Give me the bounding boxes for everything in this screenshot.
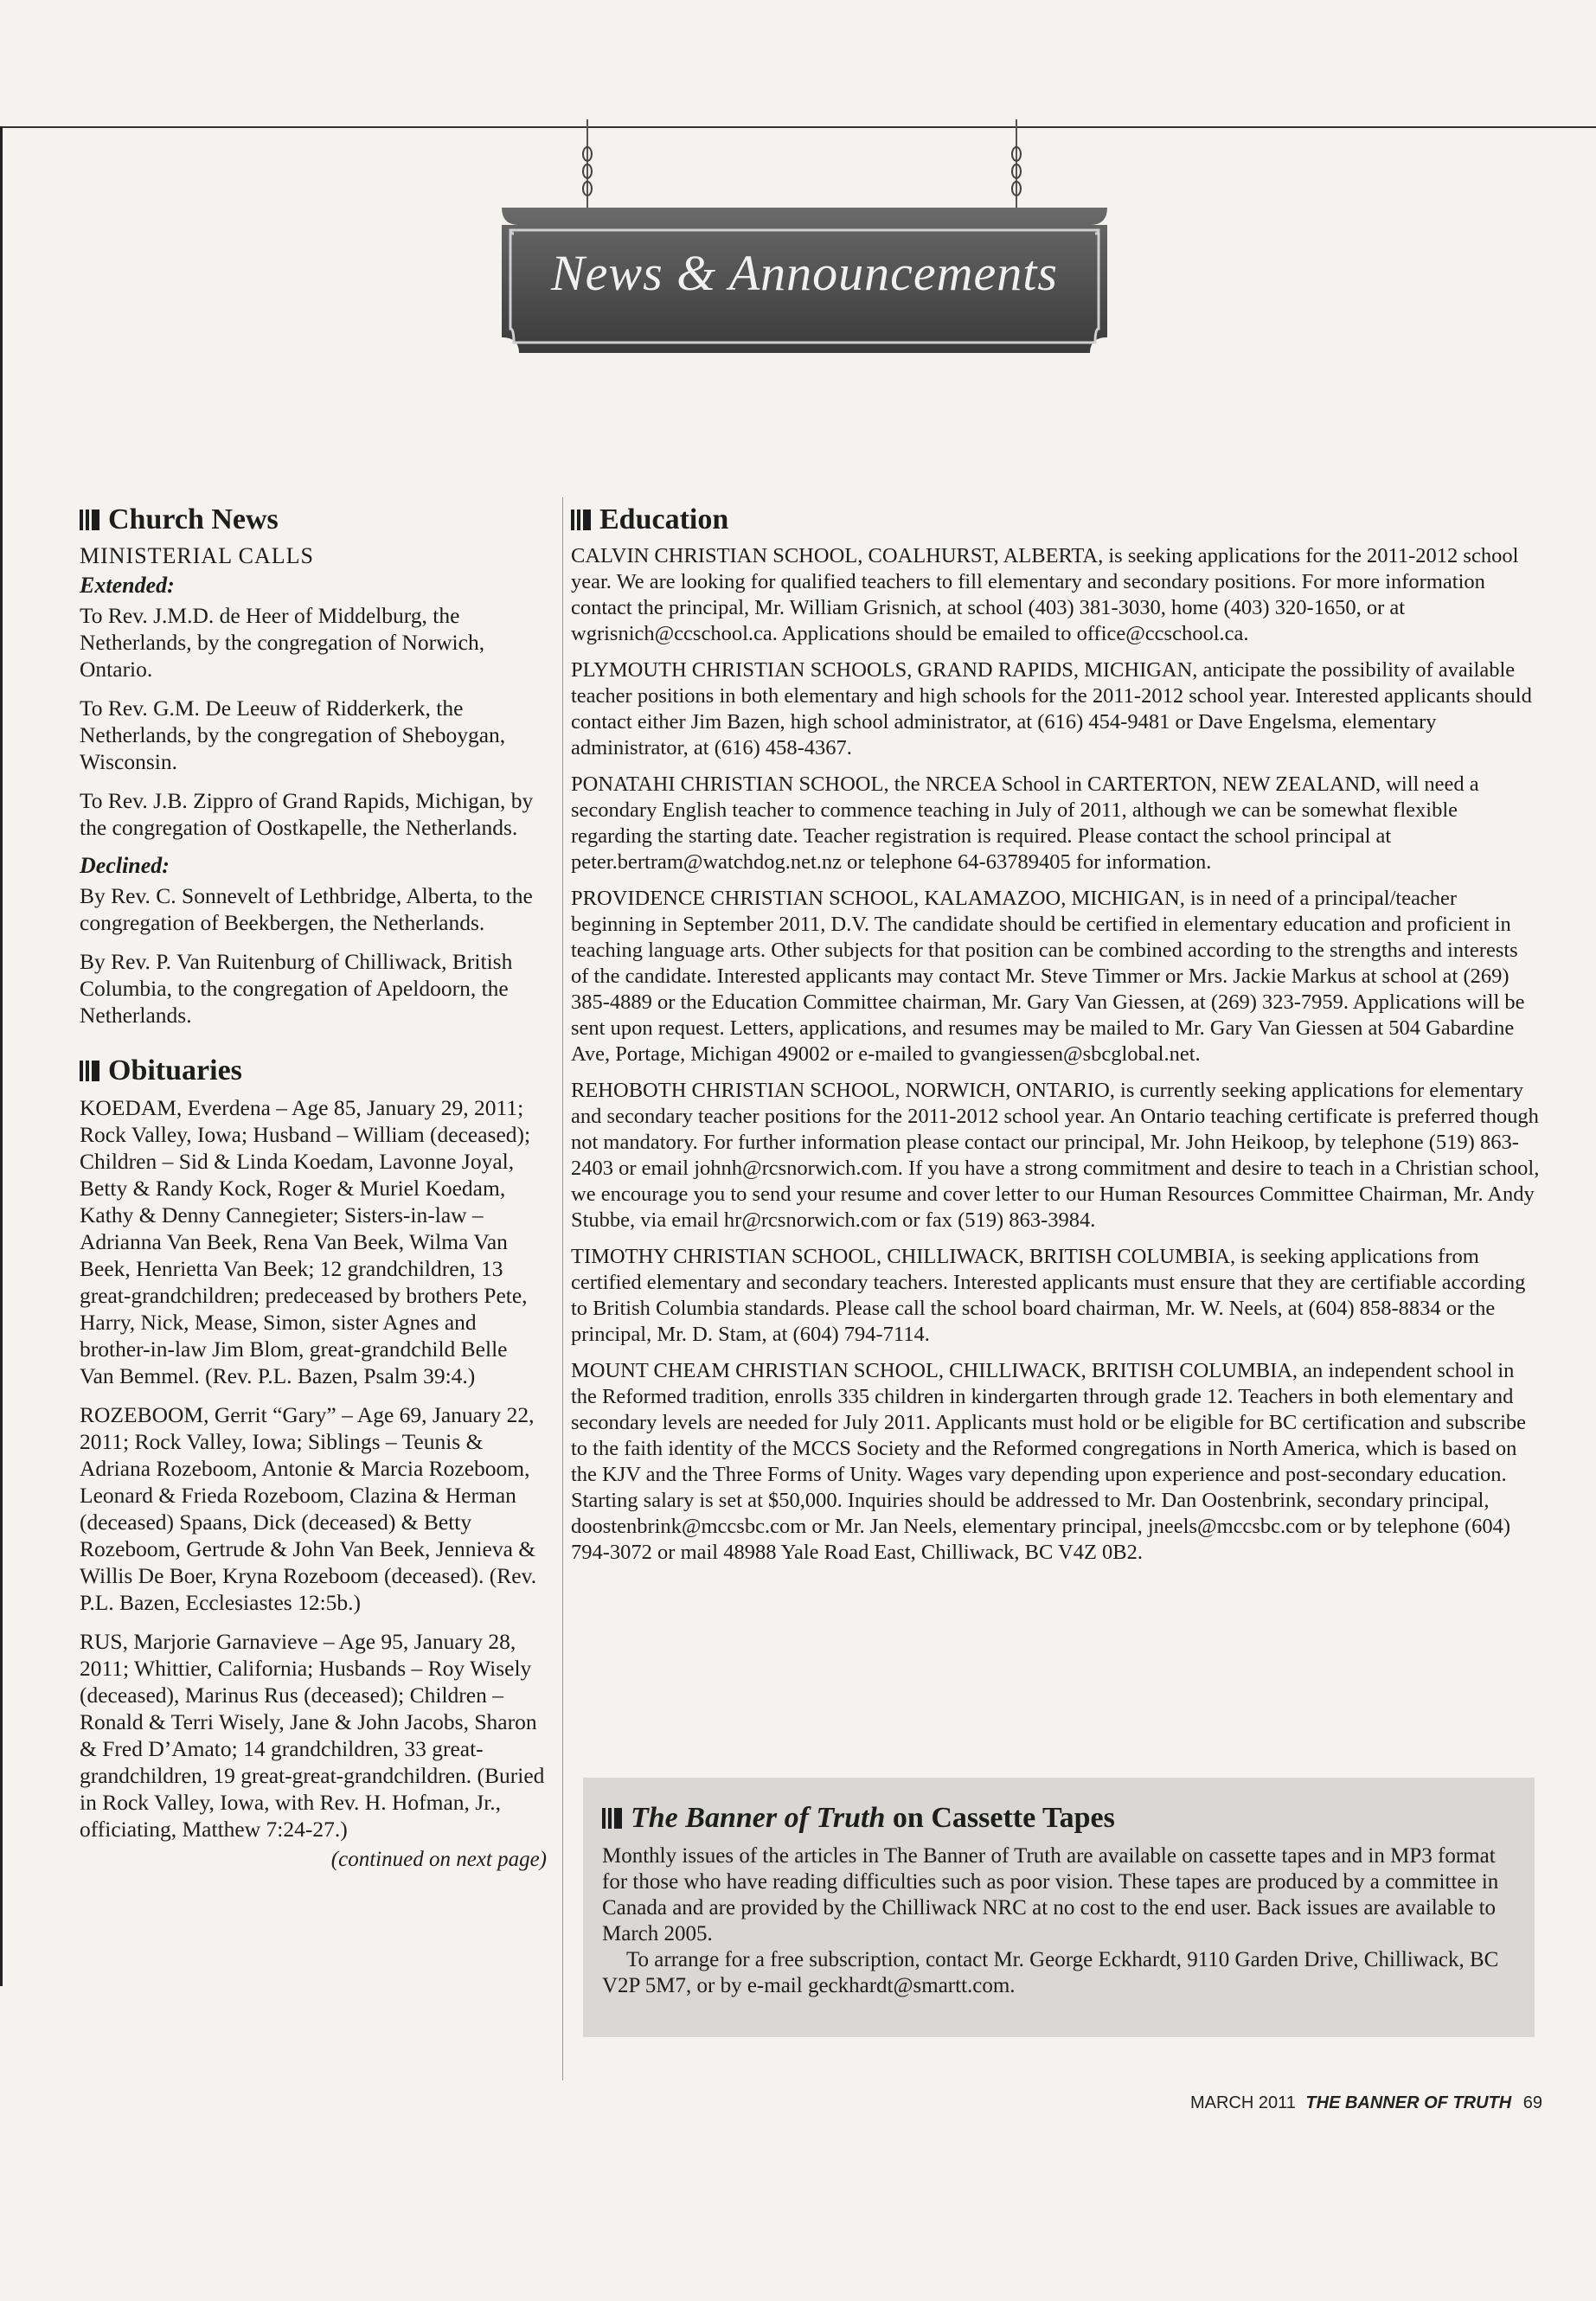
- education-item: REHOBOTH CHRISTIAN SCHOOL, NORWICH, ONTARIO, is currently seeking applications for elementary and secondary teacher positions for the 2011-2012 school year. An Ontario teaching certificate is preferred though not mandatory. For further information please contact our principal, Mr. John Heikoop, by telephone (519) 863-2403 or email johnh@rcsnorwich.com. If you have a strong commitment and desire to teach in a Christian school, we encourage you to send your resume and cover letter to our Human Resources Committee Chairman, Mr. Andy Stubbe, via email hr@rcsnorwich.com or fax (519) 863-3984.: [571, 1079, 1540, 1232]
- ministerial-calls-subhead: MINISTERIAL CALLS: [80, 543, 314, 568]
- education-item: MOUNT CHEAM CHRISTIAN SCHOOL, CHILLIWACK, BRITISH COLUMBIA, an independent school in the Reformed tradition, enrolls 335 children in kindergarten through grade 12. Teachers in both elementary and secondary levels are needed for July 2011. Applicants must hold or be eligible for BC certification and subscribe to the faith identity of the MCCS Society and the Reformed congregations in North America, which is based on the KJV and the Three Forms of Unity. Wages vary depending upon experience and post-secondary education. Starting salary is set at $50,000. Inquiries should be addressed to Mr. Dan Oostenbrink, secondary principal, doostenbrink@mccsbc.com or Mr. Jan Neels, elementary principal, jneels@mccsbc.com or by telephone (604) 794-3072 or mail 48988 Yale Road East, Chilliwack, BC V4Z 0B2.: [571, 1359, 1527, 1564]
- church-news-title: Church News: [108, 503, 279, 535]
- obituary-item: KOEDAM, Everdena – Age 85, January 29, 2011; Rock Valley, Iowa; Husband – William (deceased); Children – Sid & Linda Koedam, Lavonne Joyal, Betty & Randy Kock, Roger & Muriel Koedam, Kathy & Denny Cannegieter; Sisters-in-law – Adrianna Van Beek, Rena Van Beek, Wilma Van Beek, Henrietta Van Beek; 12 grandchildren, 13 great-grandchildren; predeceased by brothers Pete, Harry, Nick, Mease, Simon, sister Agnes and brother-in-law Jim Blom, great-grandchild Belle Van Bemmel. (Rev. P.L. Bazen, Psalm 39:4.): [80, 1095, 531, 1388]
- declined-item: By Rev. P. Van Ruitenburg of Chilliwack, British Columbia, to the congregation of Apeldoorn, the Netherlands.: [80, 949, 513, 1028]
- section-bars-icon: [602, 1808, 622, 1829]
- page-banner-title: News & Announcements: [551, 245, 1058, 301]
- education-item: PLYMOUTH CHRISTIAN SCHOOLS, GRAND RAPIDS, MICHIGAN, anticipate the possibility of available teacher positions in both elementary and high schools for the 2011-2012 school year. Interested applicants should contact either Jim Bazen, high school administrator, at (616) 454-9481 or Dave Engelsma, elementary administrator, at (616) 458-4367.: [571, 658, 1532, 760]
- page-footer: [1190, 2093, 1542, 2113]
- obituary-item: ROZEBOOM, Gerrit “Gary” – Age 69, January 22, 2011; Rock Valley, Iowa; Siblings – Teunis & Adriana Rozeboom, Antonie & Marcia Rozeboom, Leonard & Frieda Rozeboom, Clazina & Herman (deceased) Spaans, Dick (deceased) & Betty Rozeboom, Gertrude & John Van Beek, Jennieva & Willis De Boer, Kryna Rozeboom (deceased). (Rev. P.L. Bazen, Ecclesiastes 12:5b.): [80, 1402, 537, 1615]
- section-bars-icon: [80, 510, 99, 530]
- education-item: CALVIN CHRISTIAN SCHOOL, COALHURST, ALBERTA, is seeking applications for the 2011-2012 school year. We are looking for qualified teachers to fill elementary and secondary positions. For more information contact the principal, Mr. William Grisnich, at school (403) 381-3030, home (403) 320-1650, or at wgrisnich@ccschool.ca. Applications should be emailed to office@ccschool.ca.: [571, 544, 1519, 645]
- church-news-heading: [80, 503, 547, 536]
- cassette-tapes-box: [583, 1778, 1535, 2037]
- declined-item: By Rev. C. Sonnevelt of Lethbridge, Alberta, to the congregation of Beekbergen, the Netherlands.: [80, 883, 533, 935]
- section-bars-icon: [80, 1061, 99, 1081]
- column-divider: [562, 497, 563, 2080]
- top-rule: [0, 126, 1596, 128]
- box-paragraph-2: To arrange for a free subscription, contact Mr. George Eckhardt, 9110 Garden Drive, Chilliwack, BC V2P 5M7, or by e-mail geckhardt@smartt.com.: [602, 1948, 1499, 1997]
- continued-note: (continued on next page): [330, 1848, 547, 1871]
- education-item: PONATAHI CHRISTIAN SCHOOL, the NRCEA School in CARTERTON, NEW ZEALAND, will need a secondary English teacher to commence teaching in July of 2011, although we can be somewhat flexible regarding the starting date. Teacher registration is required. Please contact the school principal at peter.bertram@watchdog.net.nz or telephone 64-63789405 for information.: [571, 772, 1479, 874]
- footer-date: MARCH 2011: [1189, 2093, 1296, 2112]
- extended-label: Extended:: [80, 573, 175, 598]
- education-title: Education: [599, 503, 729, 535]
- footer-magazine: THE BANNER OF TRUTH: [1305, 2093, 1512, 2112]
- call-item: To Rev. J.B. Zippro of Grand Rapids, Michigan, by the congregation of Oostkapelle, the Netherlands.: [80, 788, 534, 840]
- left-edge-rule: [0, 126, 3, 1986]
- education-item: PROVIDENCE CHRISTIAN SCHOOL, KALAMAZOO, MICHIGAN, is in need of a principal/teacher beginning in September 2011, D.V. The candidate should be certified in elementary education and proficient in teaching language arts. Other subjects for that position can be combined according to the strengths and interests of the candidate. Interested applicants may contact Mr. Steve Timmer or Mrs. Jackie Markus at school at (269) 385-4889 or the Education Committee chairman, Mr. Gary Van Giessen, at (269) 323-7959. Applications will be sent upon request. Letters, applications, and resumes may be mailed to Mr. Gary Van Giessen at 504 Gabardine Ave, Portage, Michigan 49002 or e-mailed to gvangiessen@sbcglobal.net.: [571, 887, 1525, 1066]
- page-number: 69: [1522, 2093, 1542, 2112]
- obituaries-heading: [80, 1054, 547, 1087]
- box-title-rest: on Cassette Tapes: [885, 1802, 1115, 1834]
- box-paragraph-1: Monthly issues of the articles in The Banner of Truth are available on cassette tapes and in MP3 format for those who have reading difficulties such as poor vision. These tapes are produced by a committee in Canada and are provided by the Chilliwack NRC at no cost to the end user. Back issues are available to March 2005.: [602, 1844, 1499, 1945]
- education-heading: [571, 503, 1540, 536]
- declined-label: Declined:: [80, 853, 170, 878]
- obituaries-title: Obituaries: [108, 1054, 242, 1086]
- cassette-tapes-heading: [602, 1802, 1509, 1835]
- section-bars-icon: [571, 510, 591, 530]
- call-item: To Rev. J.M.D. de Heer of Middelburg, the Netherlands, by the congregation of Norwich, Ontario.: [80, 603, 485, 682]
- right-column: [571, 503, 1540, 1576]
- left-column: [80, 503, 547, 1872]
- obituary-item: RUS, Marjorie Garnavieve – Age 95, January 28, 2011; Whittier, California; Husbands – Roy Wisely (deceased), Marinus Rus (deceased); Children – Ronald & Terri Wisely, Jane & John Jacobs, Sharon & Fred D’Amato; 14 grandchildren, 33 great-grandchildren, 19 great-great-grandchildren. (Buried in Rock Valley, Iowa, with Rev. H. Hofman, Jr., officiating, Matthew 7:24-27.): [80, 1629, 545, 1842]
- education-item: TIMOTHY CHRISTIAN SCHOOL, CHILLIWACK, BRITISH COLUMBIA, is seeking applications from certified elementary and secondary teachers. Interested applicants must ensure that they are certifiable according to British Columbia standards. Please call the school board chairman, Mr. W. Neels, at (604) 858-8834 or the principal, Mr. D. Stam, at (604) 794-7114.: [571, 1245, 1526, 1346]
- call-item: To Rev. G.M. De Leeuw of Ridderkerk, the Netherlands, by the congregation of Sheboygan, Wisconsin.: [80, 695, 506, 774]
- box-title-italic: The Banner of Truth: [631, 1802, 886, 1834]
